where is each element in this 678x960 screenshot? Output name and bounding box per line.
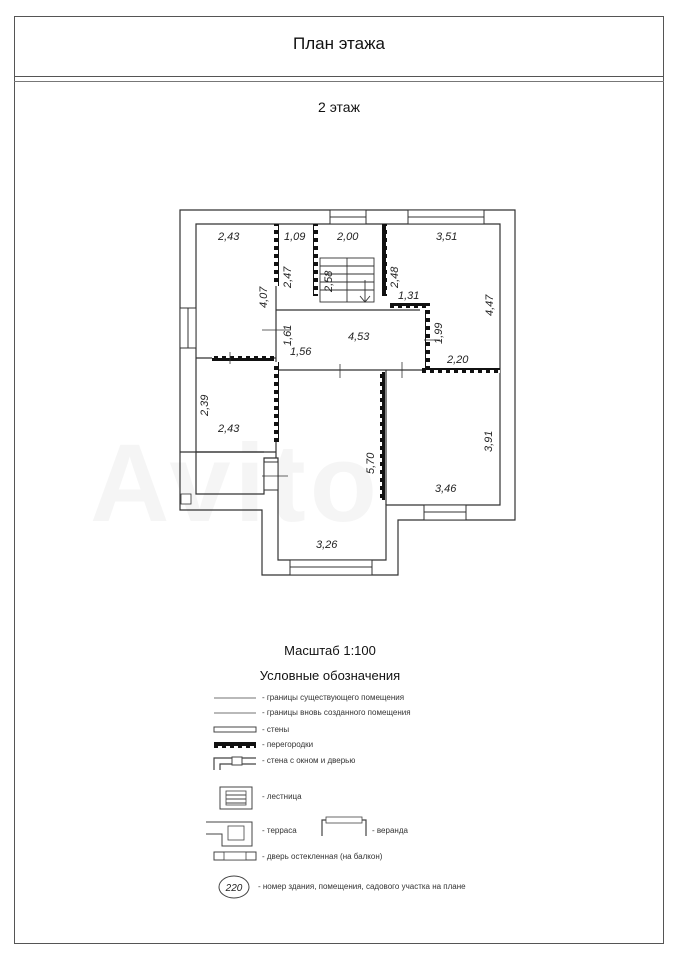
dimension-label: 2,48 bbox=[389, 266, 401, 288]
dimension-label: 3,26 bbox=[316, 539, 338, 551]
windows bbox=[180, 210, 484, 575]
dimension-label: 2,20 bbox=[447, 354, 469, 366]
dimension-label: 2,39 bbox=[199, 394, 211, 416]
dimension-label: 3,51 bbox=[436, 231, 458, 243]
dimension-label: 5,70 bbox=[365, 452, 377, 474]
legend-item-terrace: - терраса bbox=[262, 826, 297, 835]
document-title: План этажа bbox=[293, 34, 385, 53]
dimension-label: 1,31 bbox=[398, 290, 420, 302]
legend-item-number: - номер здания, помещения, садового участка на плане bbox=[258, 882, 466, 891]
legend-number-badge-text: 220 bbox=[225, 883, 243, 894]
dimension-label: 2,43 bbox=[218, 231, 240, 243]
legend-partition-symbol bbox=[214, 742, 256, 748]
floor-title: 2 этаж bbox=[318, 99, 360, 115]
legend-item-existing-boundary: - границы существующего помещения bbox=[262, 693, 405, 702]
dimension-label: 1,61 bbox=[282, 324, 294, 346]
legend-item-glazed-door: - дверь остекленная (на балкон) bbox=[262, 852, 383, 861]
dimension-label: 3,91 bbox=[483, 430, 495, 452]
dimension-label: 4,07 bbox=[258, 286, 270, 308]
dimension-label: 1,99 bbox=[433, 322, 445, 344]
legend-item-veranda: - веранда bbox=[372, 826, 408, 835]
legend-title: Условные обозначения bbox=[259, 668, 401, 683]
dimension-label: 1,09 bbox=[284, 231, 306, 243]
legend-glazed-door-symbol bbox=[214, 852, 256, 860]
dimension-label: 4,53 bbox=[348, 331, 370, 343]
legend-item-walls: - стены bbox=[262, 725, 290, 734]
legend-wall-window-door-symbol bbox=[214, 757, 256, 770]
legend-item-new-boundary: - границы вновь созданного помещения bbox=[262, 708, 411, 717]
dimension-label: 2,00 bbox=[337, 231, 359, 243]
legend-terrace-symbol bbox=[206, 822, 252, 846]
legend-item-partitions: - перегородки bbox=[262, 740, 314, 749]
legend-wall-symbol bbox=[214, 727, 256, 732]
scale-label: Масштаб 1:100 bbox=[284, 643, 376, 658]
dimension-label: 3,46 bbox=[435, 483, 457, 495]
dimension-label: 2,43 bbox=[218, 423, 240, 435]
dimension-label: 2,47 bbox=[282, 266, 294, 288]
legend-veranda-symbol bbox=[322, 817, 366, 836]
legend-item-staircase: - лестница bbox=[262, 792, 302, 801]
dimension-label: 4,47 bbox=[484, 294, 496, 316]
dimension-label: 2,58 bbox=[323, 270, 335, 292]
dimension-label: 1,56 bbox=[290, 346, 312, 358]
legend-item-wall-window-door: - стена с окном и дверью bbox=[262, 756, 356, 765]
legend-staircase-symbol bbox=[220, 787, 252, 809]
